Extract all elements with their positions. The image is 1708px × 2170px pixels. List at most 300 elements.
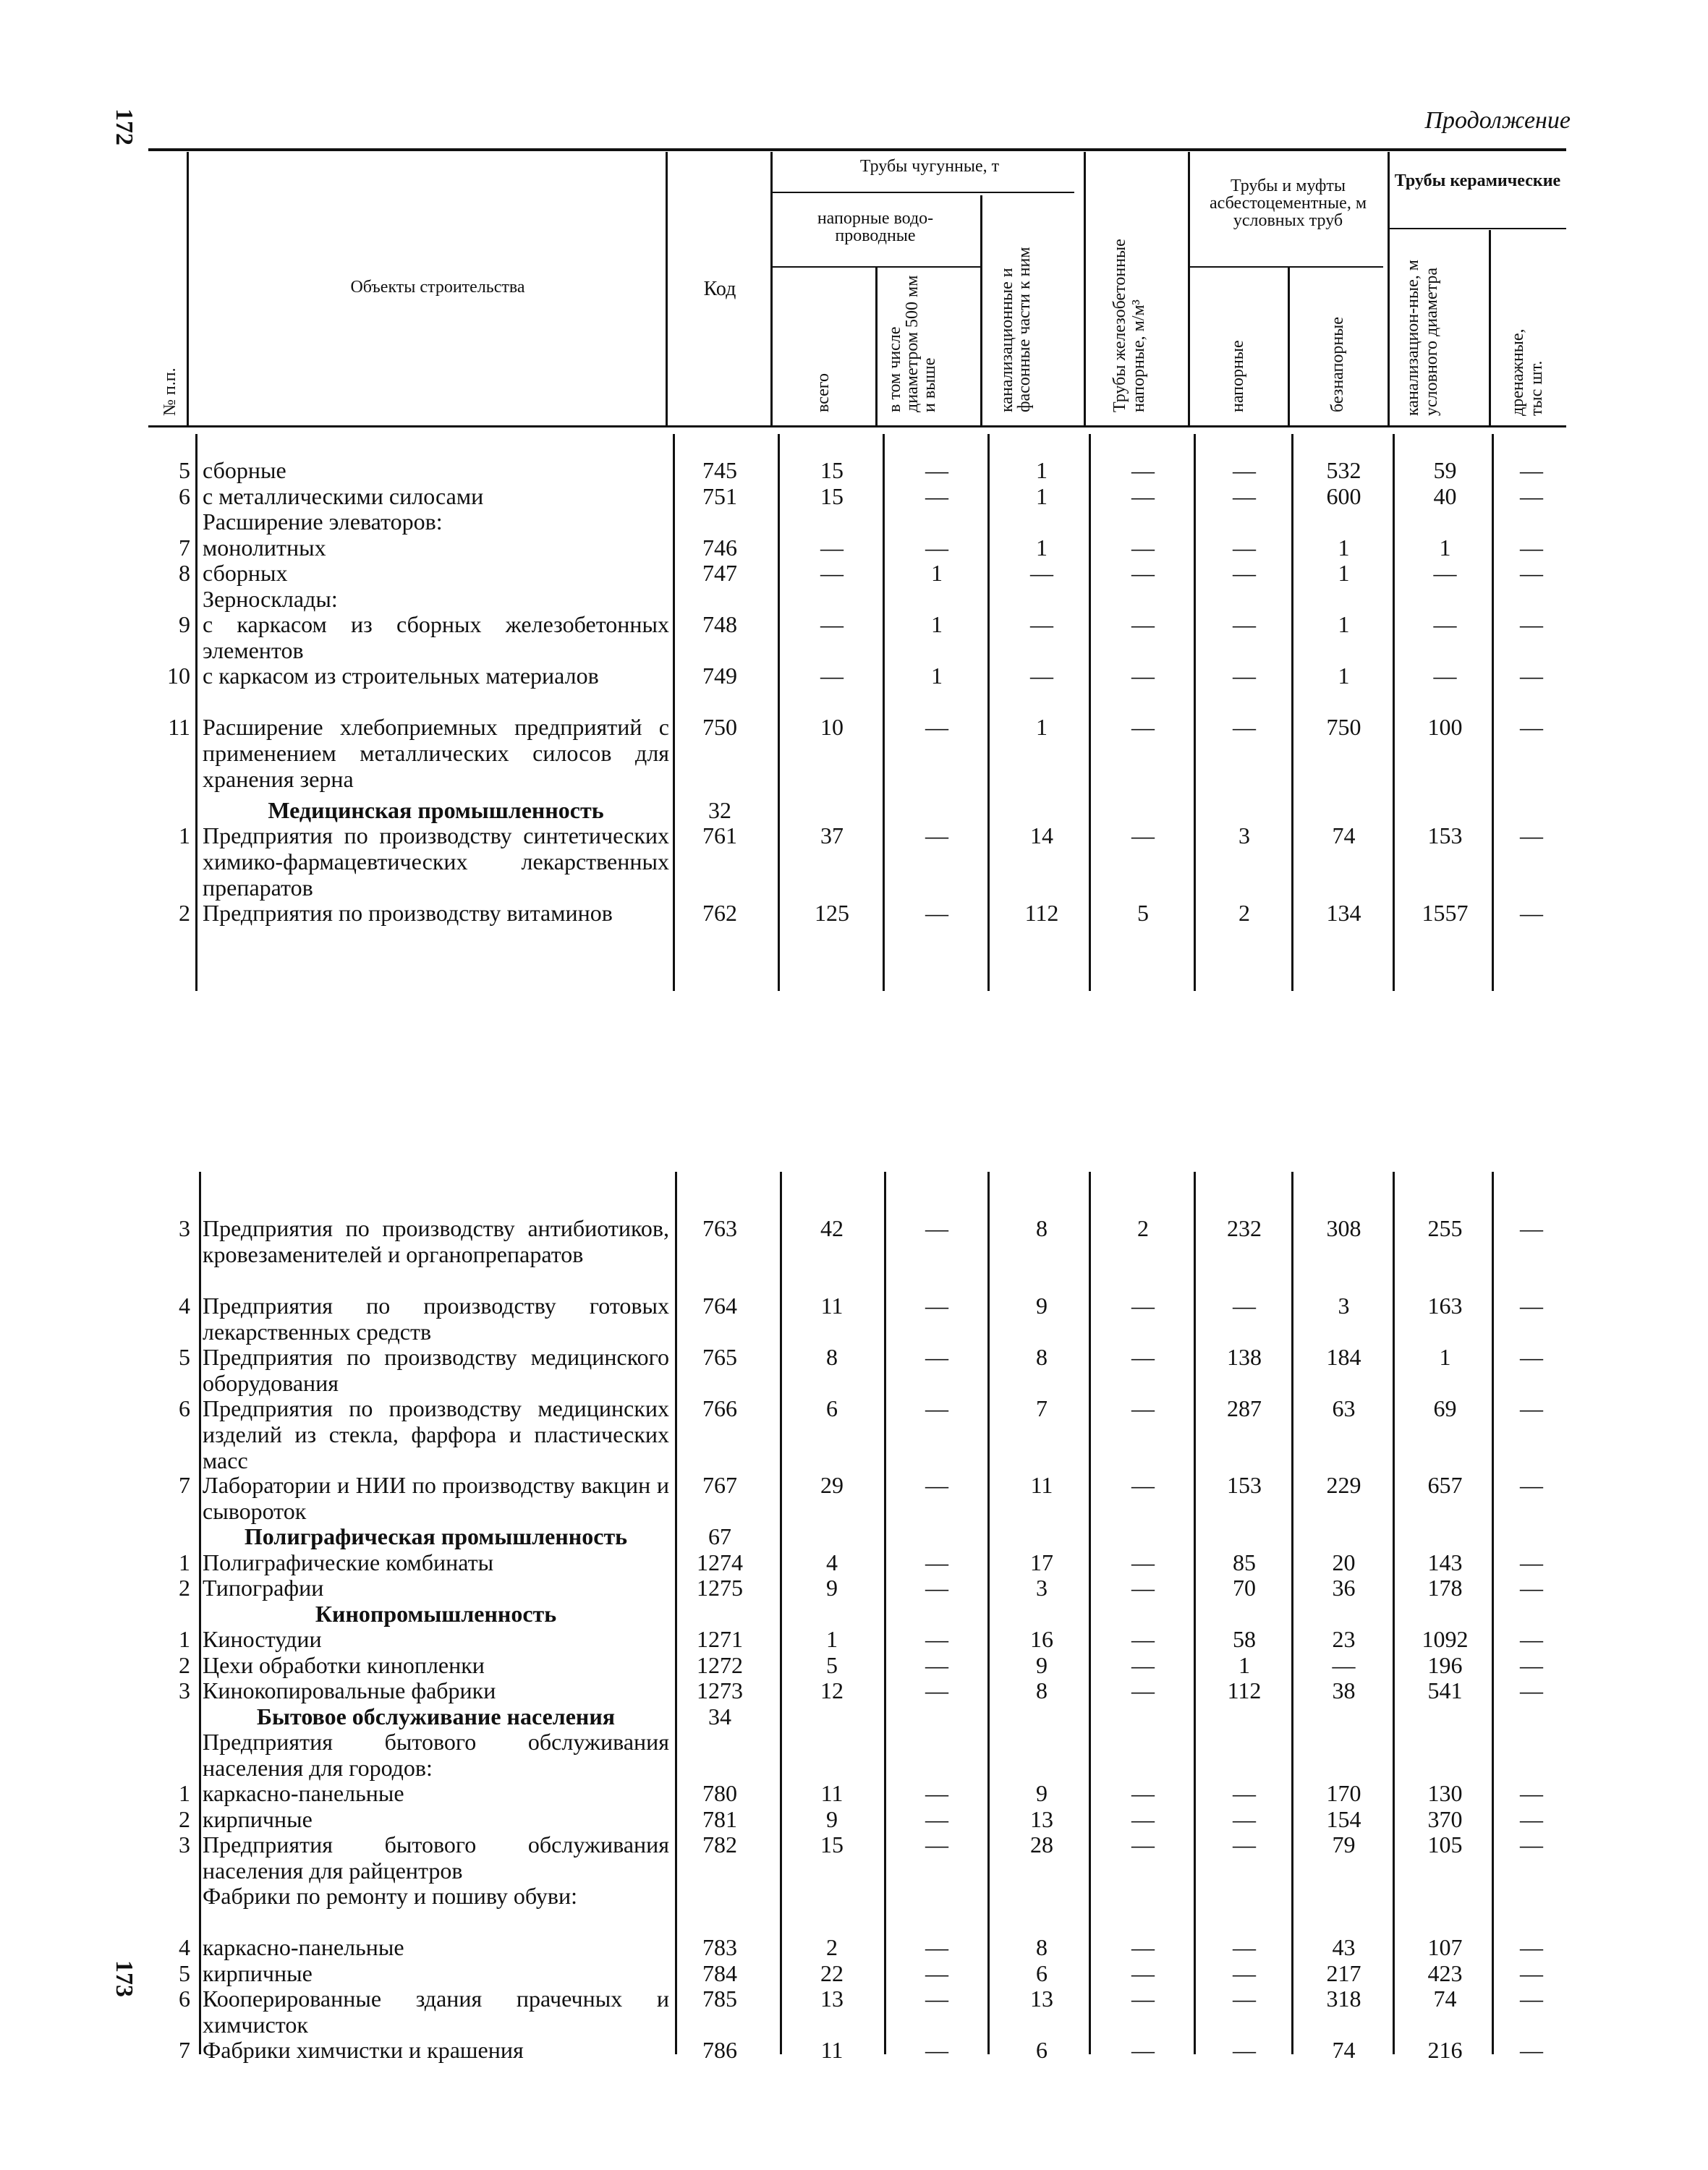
row-value-c8: — <box>1520 1626 1543 1652</box>
row-value-c2: — <box>925 1960 948 1986</box>
header-ceramic-sewer: канализацион-ные, м условного диаметра <box>1403 260 1441 416</box>
row-number: 1 <box>179 822 190 848</box>
row-value-c4: — <box>1131 1831 1155 1858</box>
row-number: 5 <box>179 1343 190 1370</box>
row-value-code: 746 <box>702 534 737 561</box>
row-number: 3 <box>179 1215 190 1241</box>
row-value-c4: — <box>1131 1575 1155 1601</box>
row-value-c5: — <box>1233 1831 1256 1858</box>
row-value-c6: 74 <box>1332 2037 1356 2063</box>
row-object-name: кирпичные <box>203 1805 313 1832</box>
row-value-c8: — <box>1520 482 1543 509</box>
row-value-c7: 1557 <box>1422 899 1469 926</box>
row-number: 6 <box>179 1986 190 2012</box>
row-number: 7 <box>179 1472 190 1498</box>
row-number: 11 <box>168 714 190 740</box>
row-value-code: 764 <box>702 1292 737 1319</box>
row-object-name: монолитных <box>203 534 326 561</box>
section-code: 67 <box>708 1523 731 1549</box>
row-object-name: Предприятия по производству готовых лекарственных средств <box>203 1292 669 1345</box>
row-object-name: Цехи обработки кинопленки <box>203 1651 485 1678</box>
row-object-name: Киностудии <box>203 1626 322 1652</box>
row-object-name: Лаборатории и НИИ по производству вакцин и сывороток <box>203 1472 669 1524</box>
row-object-name: каркасно-панельные <box>203 1780 404 1806</box>
row-value-c6: 318 <box>1326 1986 1361 2012</box>
header-of-which: в том числе диаметром 500 мм и выше <box>885 275 939 412</box>
row-object-name: с каркасом из сборных железобетонных элементов <box>203 611 669 663</box>
row-value-code: 751 <box>702 482 737 509</box>
row-value-c7: 1092 <box>1422 1626 1469 1652</box>
row-value-c4: — <box>1131 1805 1155 1832</box>
row-value-c1: 5 <box>826 1651 838 1678</box>
row-value-c1: — <box>820 560 844 586</box>
row-value-code: 783 <box>702 1934 737 1960</box>
row-value-c7: 196 <box>1427 1651 1463 1678</box>
row-value-code: 780 <box>702 1780 737 1806</box>
row-value-c7: 657 <box>1427 1472 1463 1498</box>
row-value-c3: 8 <box>1036 1215 1048 1241</box>
row-object-name: Расширение хлебоприемных предприятий с применением металлических силосов для хранения зерна <box>203 714 669 792</box>
row-value-c2: — <box>925 1395 948 1421</box>
row-value-c3: 1 <box>1036 534 1048 561</box>
row-value-c2: — <box>925 1677 948 1703</box>
row-value-c6: 20 <box>1332 1549 1356 1575</box>
row-value-code: 762 <box>702 899 737 926</box>
row-value-c1: 8 <box>826 1343 838 1370</box>
header-asbestos: Трубы и муфты асбестоцементные, м условных труб <box>1209 176 1367 230</box>
row-value-c7: 143 <box>1427 1549 1463 1575</box>
row-value-code: 785 <box>702 1986 737 2012</box>
row-value-c6: 134 <box>1326 899 1361 926</box>
row-object-name: сборных <box>203 560 288 586</box>
row-value-c2: — <box>925 822 948 848</box>
row-value-c6: 184 <box>1326 1343 1361 1370</box>
row-value-c4: — <box>1131 1677 1155 1703</box>
row-value-c3: 1 <box>1036 714 1048 740</box>
row-value-c7: 1 <box>1439 1343 1451 1370</box>
row-object-name: с каркасом из строительных материалов <box>203 663 599 689</box>
row-value-c5: — <box>1233 1292 1256 1319</box>
row-value-c8: — <box>1520 457 1543 483</box>
row-number: 1 <box>179 1549 190 1575</box>
row-value-c5: 85 <box>1233 1549 1256 1575</box>
row-number: 5 <box>179 1960 190 1986</box>
row-object-name: Кооперированные здания прачечных и химчисток <box>203 1986 669 2038</box>
row-value-code: 1271 <box>697 1626 743 1652</box>
row-value-c6: 217 <box>1326 1960 1361 1986</box>
row-value-c7: 178 <box>1427 1575 1463 1601</box>
row-value-c7: 40 <box>1433 482 1457 509</box>
row-value-c6: 1 <box>1338 611 1350 637</box>
row-value-c1: 2 <box>826 1934 838 1960</box>
row-value-c3: 17 <box>1030 1549 1053 1575</box>
row-value-c3: 3 <box>1036 1575 1048 1601</box>
row-value-c2: — <box>925 1575 948 1601</box>
row-value-code: 745 <box>702 457 737 483</box>
row-value-c3: 13 <box>1030 1805 1053 1832</box>
row-value-c5: — <box>1233 1934 1256 1960</box>
row-value-code: 1275 <box>697 1575 743 1601</box>
section-code: 34 <box>708 1703 731 1729</box>
row-value-c4: — <box>1131 822 1155 848</box>
row-object-name: Зерносклады: <box>203 585 338 612</box>
row-value-c2: 1 <box>931 611 943 637</box>
row-value-c8: — <box>1520 560 1543 586</box>
row-value-c3: — <box>1030 663 1053 689</box>
header-sewer: канализационные и фасонные части к ним <box>998 247 1034 412</box>
row-value-c6: 79 <box>1332 1831 1356 1858</box>
row-value-c5: — <box>1233 2037 1256 2063</box>
row-value-c4: — <box>1131 482 1155 509</box>
row-value-c3: 9 <box>1036 1292 1048 1319</box>
row-value-c7: 105 <box>1427 1831 1463 1858</box>
row-value-c4: — <box>1131 1472 1155 1498</box>
header-ceramic: Трубы керамические <box>1394 171 1561 190</box>
row-value-c2: — <box>925 1292 948 1319</box>
row-value-c7: 100 <box>1427 714 1463 740</box>
row-value-c3: 6 <box>1036 1960 1048 1986</box>
row-value-c7: 541 <box>1427 1677 1463 1703</box>
row-value-c4: — <box>1131 560 1155 586</box>
row-object-name: каркасно-панельные <box>203 1934 404 1960</box>
row-value-c8: — <box>1520 534 1543 561</box>
row-value-code: 747 <box>702 560 737 586</box>
row-value-c5: — <box>1233 1805 1256 1832</box>
row-value-c7: 59 <box>1433 457 1457 483</box>
row-value-code: 761 <box>702 822 737 848</box>
row-value-c1: 10 <box>820 714 844 740</box>
row-value-c5: 153 <box>1227 1472 1262 1498</box>
section-title: Бытовое обслуживание населения <box>256 1703 616 1729</box>
row-object-name: Предприятия бытового обслуживания населения для городов: <box>203 1729 669 1781</box>
row-value-code: 766 <box>702 1395 737 1421</box>
row-value-c2: — <box>925 1934 948 1960</box>
row-value-c3: 1 <box>1036 457 1048 483</box>
row-object-name: кирпичные <box>203 1960 313 1986</box>
row-value-c1: 4 <box>826 1549 838 1575</box>
row-object-name: с металлическими силосами <box>203 482 484 509</box>
row-value-c1: 9 <box>826 1575 838 1601</box>
row-value-c7: 69 <box>1433 1395 1457 1421</box>
row-value-c8: — <box>1520 822 1543 848</box>
row-value-c8: — <box>1520 663 1543 689</box>
row-value-c1: 22 <box>820 1960 844 1986</box>
row-value-c8: — <box>1520 1472 1543 1498</box>
row-value-code: 781 <box>702 1805 737 1832</box>
row-value-c6: 63 <box>1332 1395 1356 1421</box>
row-number: 6 <box>179 1395 190 1421</box>
row-value-c5: — <box>1233 482 1256 509</box>
row-value-c2: — <box>925 1805 948 1832</box>
row-object-name: Предприятия бытового обслуживания населения для райцентров <box>203 1831 669 1884</box>
section-title: Кинопромышленность <box>315 1600 557 1627</box>
row-value-c4: — <box>1131 1395 1155 1421</box>
row-value-c4: — <box>1131 1549 1155 1575</box>
row-value-c6: 532 <box>1326 457 1361 483</box>
row-value-c4: 5 <box>1137 899 1149 926</box>
row-value-c8: — <box>1520 1986 1543 2012</box>
row-value-c5: — <box>1233 1780 1256 1806</box>
header-total: всего <box>814 373 833 412</box>
row-value-c6: 74 <box>1332 822 1356 848</box>
row-value-c8: — <box>1520 1831 1543 1858</box>
row-value-c8: — <box>1520 899 1543 926</box>
row-value-c2: — <box>925 457 948 483</box>
row-value-c3: 112 <box>1024 899 1059 926</box>
row-value-c6: 1 <box>1338 663 1350 689</box>
row-value-c4: — <box>1131 457 1155 483</box>
row-value-c8: — <box>1520 2037 1543 2063</box>
row-value-c6: 38 <box>1332 1677 1356 1703</box>
row-object-name: Предприятия по производству витаминов <box>203 899 613 926</box>
row-value-c3: 8 <box>1036 1343 1048 1370</box>
row-object-name: Предприятия по производству медицинских изделий из стекла, фарфора и пластических масс <box>203 1395 669 1473</box>
row-number: 8 <box>179 560 190 586</box>
header-num: № п.п. <box>161 367 179 416</box>
page-number-bottom: 173 <box>111 1960 137 1997</box>
row-value-c1: 29 <box>820 1472 844 1498</box>
row-value-c8: — <box>1520 1651 1543 1678</box>
row-value-code: 765 <box>702 1343 737 1370</box>
row-number: 3 <box>179 1677 190 1703</box>
row-value-c3: 9 <box>1036 1780 1048 1806</box>
row-value-c1: — <box>820 534 844 561</box>
row-value-c1: 6 <box>826 1395 838 1421</box>
row-value-c1: 1 <box>826 1626 838 1652</box>
row-value-c6: 1 <box>1338 534 1350 561</box>
row-object-name: Фабрики по ремонту и пошиву обуви: <box>203 1883 578 1909</box>
row-value-c4: 2 <box>1137 1215 1149 1241</box>
row-value-c7: 153 <box>1427 822 1463 848</box>
row-value-c1: — <box>820 663 844 689</box>
header-code: Код <box>703 278 736 300</box>
row-value-c5: 138 <box>1227 1343 1262 1370</box>
header-objects: Объекты строительства <box>350 278 525 297</box>
row-value-c2: — <box>925 1472 948 1498</box>
row-number: 2 <box>179 1575 190 1601</box>
row-value-c2: — <box>925 899 948 926</box>
row-object-name: Полиграфические комбинаты <box>203 1549 494 1575</box>
row-value-c4: — <box>1131 1960 1155 1986</box>
row-value-c6: 3 <box>1338 1292 1350 1319</box>
row-value-c7: — <box>1433 663 1457 689</box>
row-value-c8: — <box>1520 611 1543 637</box>
row-value-c6: 308 <box>1326 1215 1361 1241</box>
row-value-c2: — <box>925 2037 948 2063</box>
row-value-c2: — <box>925 1215 948 1241</box>
row-value-c7: 216 <box>1427 2037 1463 2063</box>
header-rc-pressure: Трубы железобетонные напорные, м/м³ <box>1110 239 1148 412</box>
header-pressure-water: напорные водо-проводные <box>817 209 934 245</box>
row-value-c3: 1 <box>1036 482 1048 509</box>
row-value-code: 748 <box>702 611 737 637</box>
row-number: 7 <box>179 2037 190 2063</box>
row-value-c2: 1 <box>931 663 943 689</box>
row-value-c5: 232 <box>1227 1215 1262 1241</box>
section-title: Медицинская промышленность <box>268 796 604 823</box>
row-value-c5: — <box>1233 457 1256 483</box>
row-value-c2: — <box>925 1549 948 1575</box>
row-value-c4: — <box>1131 611 1155 637</box>
row-value-c7: 74 <box>1433 1986 1457 2012</box>
row-value-c7: 255 <box>1427 1215 1463 1241</box>
row-value-c6: — <box>1332 1651 1356 1678</box>
row-value-c6: 600 <box>1326 482 1361 509</box>
row-value-c7: 1 <box>1439 534 1451 561</box>
row-value-c6: 23 <box>1332 1626 1356 1652</box>
row-number: 1 <box>179 1626 190 1652</box>
row-value-c3: — <box>1030 611 1053 637</box>
header-drainage: дренажные, тыс шт. <box>1508 328 1546 416</box>
row-value-c2: — <box>925 482 948 509</box>
row-value-c4: — <box>1131 1780 1155 1806</box>
row-value-code: 749 <box>702 663 737 689</box>
row-object-name: Расширение элеваторов: <box>203 509 443 535</box>
row-value-c7: — <box>1433 560 1457 586</box>
row-value-c3: 7 <box>1036 1395 1048 1421</box>
row-value-c5: — <box>1233 1960 1256 1986</box>
row-value-c4: — <box>1131 714 1155 740</box>
row-value-c1: 12 <box>820 1677 844 1703</box>
row-value-c4: — <box>1131 663 1155 689</box>
row-value-c3: 14 <box>1030 822 1053 848</box>
row-value-c3: — <box>1030 560 1053 586</box>
row-value-c8: — <box>1520 1960 1543 1986</box>
row-object-name: Фабрики химчистки и крашения <box>203 2037 524 2063</box>
row-value-c8: — <box>1520 1677 1543 1703</box>
row-value-c2: — <box>925 1780 948 1806</box>
row-value-c1: 15 <box>820 1831 844 1858</box>
row-value-code: 1274 <box>697 1549 743 1575</box>
row-value-c2: — <box>925 1831 948 1858</box>
row-value-c8: — <box>1520 1549 1543 1575</box>
row-value-c4: — <box>1131 1986 1155 2012</box>
row-object-name: Предприятия по производству антибиотиков, кровезаменителей и органопрепаратов <box>203 1215 669 1267</box>
row-value-c5: 58 <box>1233 1626 1256 1652</box>
row-value-c1: 13 <box>820 1986 844 2012</box>
row-number: 10 <box>167 663 190 689</box>
row-object-name: Кинокопировальные фабрики <box>203 1677 496 1703</box>
row-value-c7: 107 <box>1427 1934 1463 1960</box>
row-value-c8: — <box>1520 1575 1543 1601</box>
row-value-c5: 287 <box>1227 1395 1262 1421</box>
row-value-c4: — <box>1131 2037 1155 2063</box>
row-number: 6 <box>179 482 190 509</box>
row-value-c5: — <box>1233 534 1256 561</box>
row-value-c3: 9 <box>1036 1651 1048 1678</box>
row-value-c7: 163 <box>1427 1292 1463 1319</box>
row-value-code: 767 <box>702 1472 737 1498</box>
row-value-c5: — <box>1233 560 1256 586</box>
row-value-code: 763 <box>702 1215 737 1241</box>
row-value-c4: — <box>1131 1343 1155 1370</box>
row-value-code: 786 <box>702 2037 737 2063</box>
row-value-c8: — <box>1520 1780 1543 1806</box>
row-value-c1: 11 <box>820 1780 844 1806</box>
row-value-c3: 13 <box>1030 1986 1053 2012</box>
row-number: 4 <box>179 1934 190 1960</box>
row-value-c8: — <box>1520 714 1543 740</box>
row-value-c4: — <box>1131 1626 1155 1652</box>
row-value-code: 782 <box>702 1831 737 1858</box>
row-value-c8: — <box>1520 1395 1543 1421</box>
row-value-c1: 11 <box>820 1292 844 1319</box>
row-value-code: 1273 <box>697 1677 743 1703</box>
row-object-name: Предприятия по производству медицинского оборудования <box>203 1343 669 1396</box>
row-value-c2: — <box>925 1986 948 2012</box>
row-value-c8: — <box>1520 1934 1543 1960</box>
row-number: 4 <box>179 1292 190 1319</box>
row-value-c6: 170 <box>1326 1780 1361 1806</box>
row-value-c2: — <box>925 714 948 740</box>
row-value-c5: 3 <box>1238 822 1250 848</box>
row-value-c6: 36 <box>1332 1575 1356 1601</box>
row-value-c1: 9 <box>826 1805 838 1832</box>
page-number-top: 172 <box>111 109 137 145</box>
row-value-c5: 2 <box>1238 899 1250 926</box>
row-value-c5: — <box>1233 714 1256 740</box>
row-value-c5: — <box>1233 1986 1256 2012</box>
row-number: 7 <box>179 534 190 561</box>
row-value-c6: 154 <box>1326 1805 1361 1832</box>
row-value-c2: — <box>925 534 948 561</box>
row-value-c3: 8 <box>1036 1934 1048 1960</box>
row-value-c7: 423 <box>1427 1960 1463 1986</box>
row-value-c2: — <box>925 1651 948 1678</box>
section-code: 32 <box>708 796 731 823</box>
row-value-c4: — <box>1131 1934 1155 1960</box>
row-value-c8: — <box>1520 1215 1543 1241</box>
continuation-label: Продолжение <box>1424 107 1571 134</box>
row-value-c7: 370 <box>1427 1805 1463 1832</box>
row-value-code: 750 <box>702 714 737 740</box>
header-cast-iron: Трубы чугунные, т <box>859 157 1000 176</box>
row-value-c8: — <box>1520 1292 1543 1319</box>
row-value-c5: 1 <box>1238 1651 1250 1678</box>
row-value-c5: — <box>1233 611 1256 637</box>
row-value-c5: — <box>1233 663 1256 689</box>
row-value-code: 1272 <box>697 1651 743 1678</box>
row-number: 5 <box>179 457 190 483</box>
header-nonpressure: безнапорные <box>1328 317 1347 412</box>
row-number: 2 <box>179 1651 190 1678</box>
section-title: Полиграфическая промышленность <box>244 1523 628 1549</box>
row-value-code: 784 <box>702 1960 737 1986</box>
row-value-c4: — <box>1131 534 1155 561</box>
row-value-c3: 8 <box>1036 1677 1048 1703</box>
row-object-name: сборные <box>203 457 286 483</box>
row-value-c1: 42 <box>820 1215 844 1241</box>
row-value-c2: 1 <box>931 560 943 586</box>
row-value-c4: — <box>1131 1292 1155 1319</box>
row-number: 1 <box>179 1780 190 1806</box>
row-value-c3: 28 <box>1030 1831 1053 1858</box>
row-object-name: Типографии <box>203 1575 324 1601</box>
row-value-c1: 37 <box>820 822 844 848</box>
row-value-c1: 125 <box>815 899 849 926</box>
row-value-c6: 229 <box>1326 1472 1361 1498</box>
row-number: 9 <box>179 611 190 637</box>
row-value-c6: 750 <box>1326 714 1361 740</box>
row-value-c1: — <box>820 611 844 637</box>
row-value-c6: 1 <box>1338 560 1350 586</box>
row-number: 2 <box>179 899 190 926</box>
row-value-c7: — <box>1433 611 1457 637</box>
row-value-c2: — <box>925 1626 948 1652</box>
row-value-c3: 16 <box>1030 1626 1053 1652</box>
row-number: 3 <box>179 1831 190 1858</box>
header-pressure: напорные <box>1228 340 1247 412</box>
